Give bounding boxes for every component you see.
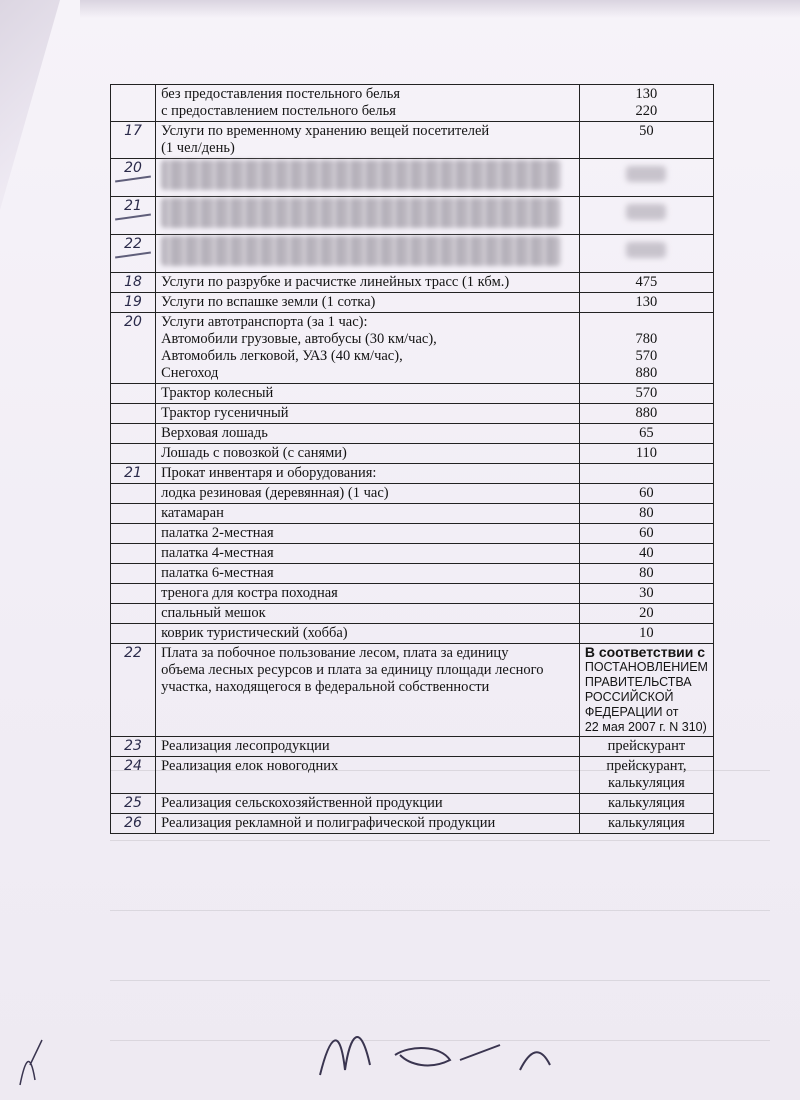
service-description [156,737,580,757]
description-line: без предоставления постельного белья [161,86,401,102]
price-value: 80 [639,565,654,581]
price-cell [579,737,713,757]
row-number-handwritten: 21 [124,465,142,481]
row-number [111,544,156,564]
service-description [156,85,580,122]
price-cell [579,604,713,624]
row-number [111,737,156,757]
service-description [156,504,580,524]
price-value [585,465,708,482]
service-description [156,564,580,584]
table-row [111,313,714,384]
margin-signature-mark [10,1030,50,1090]
service-description [156,544,580,564]
service-description [156,464,580,484]
description-line: Плата за побочное пользование лесом, плата за единицу [161,645,509,661]
row-number [111,584,156,604]
row-number [111,644,156,737]
price-cell [579,464,713,484]
price-value: прейскурант [607,738,686,754]
table-row [111,504,714,524]
service-description [156,313,580,384]
price-value: калькуляция [608,795,685,811]
description-line: Услуги по вспашке земли (1 сотка) [161,294,376,310]
service-description [156,644,580,737]
price-cell [579,85,713,122]
row-number [111,464,156,484]
row-number [111,444,156,464]
price-cell [579,293,713,313]
description-line: Верховая лошадь [161,425,268,441]
price-value: калькуляция [608,775,685,791]
table-row [111,544,714,564]
row-number [111,384,156,404]
table-row [111,444,714,464]
description-line: Снегоход [161,365,219,381]
service-description [156,604,580,624]
row-number-handwritten: 24 [124,758,142,774]
description-line: Лошадь с повозкой (с санями) [161,445,347,461]
description-line: с предоставлением постельного белья [161,103,396,119]
table-row [111,122,714,159]
row-number-handwritten: 26 [124,815,142,831]
description-line: участка, находящегося в федеральной собственности [161,679,490,695]
row-number [111,604,156,624]
price-cell [579,444,713,464]
row-number [111,159,156,197]
price-cell [579,384,713,404]
row-number [111,85,156,122]
regulation-line: 22 мая 2007 г. N 310) [584,720,707,734]
table-row [111,464,714,484]
table-row [111,273,714,293]
redacted-text [161,198,561,228]
table-row [111,644,714,737]
price-cell [579,273,713,293]
regulation-line: РОССИЙСКОЙ [584,690,674,704]
redacted-price [626,242,666,258]
strikethrough-mark [115,251,151,258]
description-line: коврик туристический (хобба) [161,625,348,641]
description-line: спальный мешок [161,605,266,621]
description-line: Автомобиль легковой, УАЗ (40 км/час), [161,348,403,364]
service-description [156,584,580,604]
row-number [111,757,156,794]
regulation-line: ФЕДЕРАЦИИ от [584,705,679,719]
description-line: лодка резиновая (деревянная) (1 час) [161,485,389,501]
table-row [111,624,714,644]
price-value: калькуляция [608,815,685,831]
row-number [111,122,156,159]
price-value: 130 [635,86,658,102]
price-cell [579,424,713,444]
strikethrough-mark [115,175,151,182]
description-line: палатка 6-местная [161,565,274,581]
row-number [111,564,156,584]
service-description [156,794,580,814]
table-row [111,484,714,504]
price-value: 570 [635,348,658,364]
description-line: (1 чел/день) [161,140,235,156]
table-row [111,159,714,197]
price-cell [579,524,713,544]
row-number [111,524,156,544]
row-number-handwritten: 23 [124,738,142,754]
description-line: Автомобили грузовые, автобусы (30 км/час), [161,331,437,347]
price-value: прейскурант, [606,758,687,774]
price-value: 10 [639,625,654,641]
service-description [156,757,580,794]
service-description [156,122,580,159]
table-row [111,424,714,444]
price-value: 110 [635,445,658,461]
price-cell [579,313,713,384]
price-value: 65 [639,425,654,441]
description-line: тренога для костра походная [161,585,338,601]
price-cell [579,122,713,159]
service-description [156,404,580,424]
price-value: 80 [639,505,654,521]
table-row [111,814,714,834]
table-row [111,404,714,424]
table-row [111,197,714,235]
price-cell [579,584,713,604]
row-number-handwritten: 19 [124,294,142,310]
service-description [156,444,580,464]
price-cell [579,544,713,564]
regulation-reference [585,645,708,735]
price-cell [579,564,713,584]
price-value: 40 [639,545,654,561]
price-value: 50 [639,123,654,139]
table-row [111,604,714,624]
row-number-handwritten: 17 [124,123,142,139]
table-row [111,757,714,794]
row-number [111,504,156,524]
price-value: 130 [635,294,658,310]
price-cell [579,404,713,424]
row-number [111,424,156,444]
redacted-price [626,204,666,220]
table-row [111,794,714,814]
service-description [156,197,580,235]
price-cell [579,235,713,273]
row-number [111,197,156,235]
table-row [111,384,714,404]
row-number [111,624,156,644]
description-line: Реализация рекламной и полиграфической продукции [161,815,496,831]
row-number-handwritten: 20 [124,314,142,330]
row-number-handwritten: 22 [124,645,142,661]
row-number [111,313,156,384]
description-line: объема лесных ресурсов и плата за единицу площади лесного [161,662,544,678]
service-description [156,814,580,834]
description-line: Реализация сельскохозяйственной продукции [161,795,443,811]
row-number [111,794,156,814]
price-cell [579,644,713,737]
description-line: Услуги по временному хранению вещей посетителей [161,123,490,139]
price-value: 30 [639,585,654,601]
price-cell [579,159,713,197]
price-value: 220 [635,103,658,119]
strikethrough-mark [115,213,151,220]
row-number [111,273,156,293]
price-value: 60 [639,485,654,501]
page-fold-shadow [0,0,60,210]
description-line: Трактор гусеничный [161,405,289,421]
price-cell [579,814,713,834]
price-cell [579,794,713,814]
price-cell [579,484,713,504]
redacted-text [161,236,561,266]
regulation-line: ПОСТАНОВЛЕНИЕМ [584,660,708,674]
service-description [156,159,580,197]
service-description [156,484,580,504]
table-row [111,85,714,122]
description-line: Прокат инвентаря и оборудования: [161,465,377,481]
service-description [156,624,580,644]
description-line: палатка 4-местная [161,545,274,561]
price-value [585,314,708,331]
price-value: 880 [635,365,658,381]
row-number-handwritten: 18 [124,274,142,290]
redacted-price [626,166,666,182]
service-description [156,524,580,544]
table-row [111,584,714,604]
price-value: 880 [635,405,658,421]
service-description [156,384,580,404]
service-description [156,424,580,444]
description-line: палатка 2-местная [161,525,274,541]
row-number [111,484,156,504]
price-cell [579,624,713,644]
description-line: Услуги по разрубке и расчистке линейных трасс (1 кбм.) [161,274,510,290]
price-table-body [111,85,714,834]
row-number-handwritten: 25 [124,795,142,811]
row-number [111,404,156,424]
row-number-handwritten: 21 [124,198,142,214]
redacted-text [161,160,561,190]
regulation-line: В соответствии с [584,644,706,660]
price-value: 60 [639,525,654,541]
table-row [111,293,714,313]
row-number-handwritten: 20 [124,160,142,176]
description-line: Трактор колесный [161,385,274,401]
table-row [111,564,714,584]
price-value: 20 [639,605,654,621]
description-line: катамаран [161,505,224,521]
row-number [111,293,156,313]
table-row [111,737,714,757]
row-number [111,235,156,273]
description-line: Реализация лесопродукции [161,738,330,754]
page-edge-shadow [80,0,800,18]
description-line: Услуги автотранспорта (за 1 час): [161,314,368,330]
price-cell [579,757,713,794]
price-table [110,84,714,834]
price-value: 570 [635,385,658,401]
row-number [111,814,156,834]
table-row [111,524,714,544]
row-number-handwritten: 22 [124,236,142,252]
table-row [111,235,714,273]
price-cell [579,197,713,235]
regulation-line: ПРАВИТЕЛЬСТВА [584,675,692,689]
service-description [156,235,580,273]
price-cell [579,504,713,524]
signature-mark [300,1015,560,1085]
price-value: 475 [635,274,658,290]
service-description [156,293,580,313]
service-description [156,273,580,293]
price-value: 780 [635,331,658,347]
description-line: Реализация елок новогодних [161,758,339,774]
